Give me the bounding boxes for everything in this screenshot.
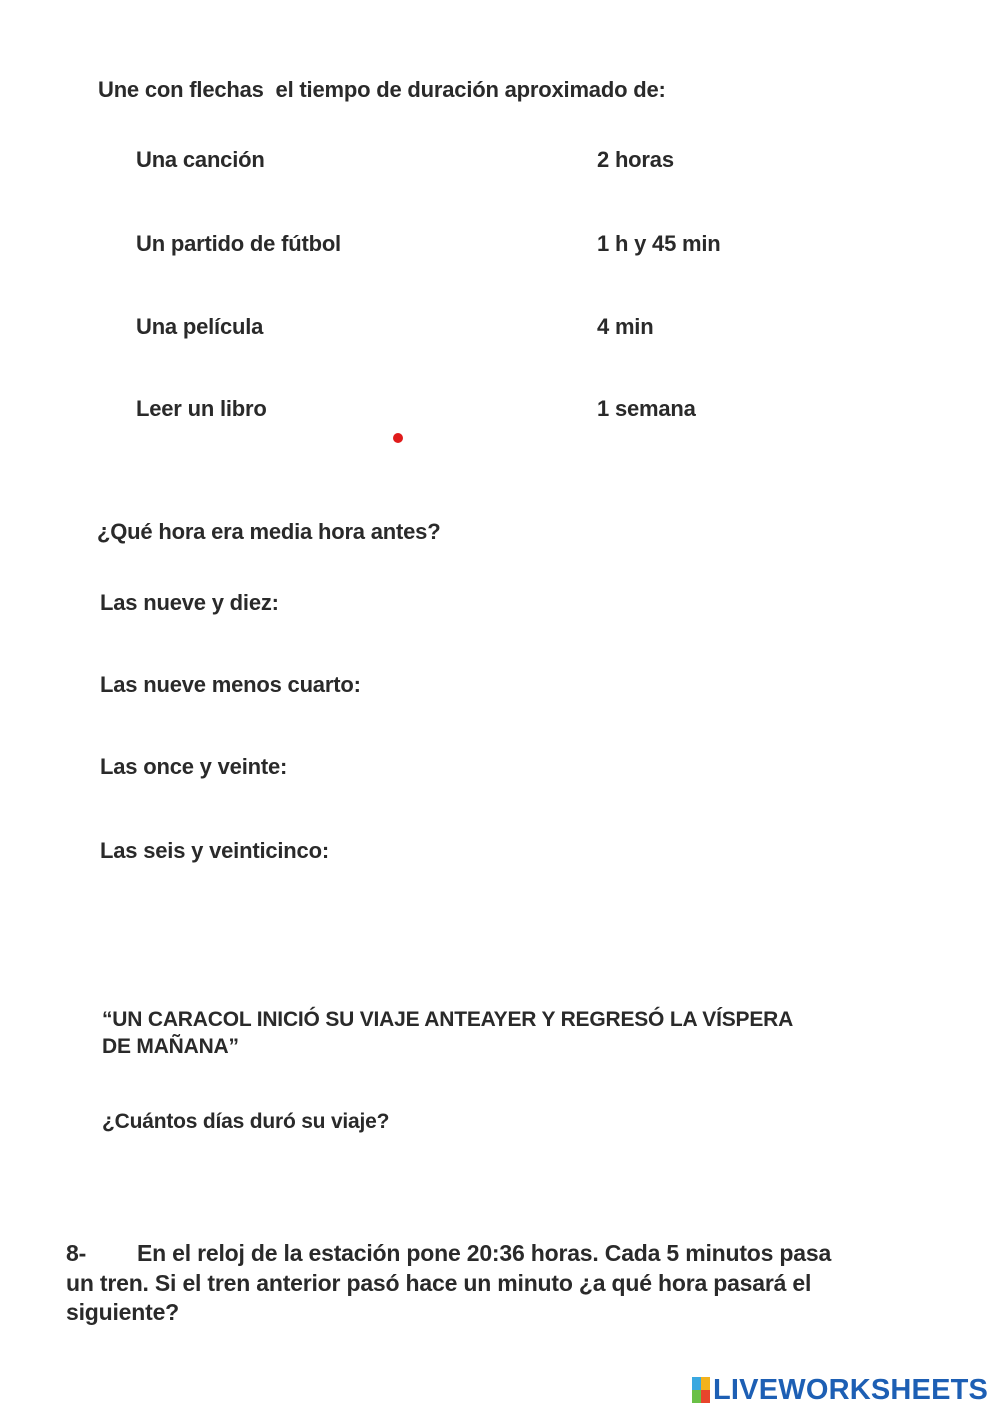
half-hour-item: Las nueve y diez: — [100, 590, 279, 615]
half-hour-item: Las seis y veinticinco: — [100, 838, 329, 863]
match-right-item: 1 semana — [597, 396, 696, 421]
train-problem-number: 8- — [66, 1240, 87, 1266]
match-right-item: 2 horas — [597, 147, 674, 172]
match-left-item: Una película — [136, 314, 264, 339]
snail-quote-line-2: DE MAÑANA” — [102, 1035, 239, 1058]
train-problem-line-1: En el reloj de la estación pone 20:36 horas. Cada 5 minutos pasa — [137, 1240, 832, 1266]
liveworksheets-logo-icon — [692, 1377, 710, 1403]
train-problem-line-3: siguiente? — [66, 1299, 180, 1325]
liveworksheets-logo — [692, 1374, 988, 1406]
logo-text: LIVEWORKSHEETS — [713, 1373, 989, 1406]
match-left-item: Una canción — [136, 147, 265, 172]
match-left-item: Leer un libro — [136, 396, 267, 421]
snail-quote-line-1: “UN CARACOL INICIÓ SU VIAJE ANTEAYER Y REGRESÓ LA VÍSPERA — [102, 1008, 794, 1031]
match-right-item: 4 min — [597, 314, 654, 339]
half-hour-item: Las nueve menos cuarto: — [100, 672, 361, 697]
matching-title: Une con flechas el tiempo de duración aproximado de: — [98, 77, 666, 102]
snail-question: ¿Cuántos días duró su viaje? — [102, 1110, 390, 1133]
match-left-item: Un partido de fútbol — [136, 231, 341, 256]
train-problem-line-2: un tren. Si el tren anterior pasó hace un minuto ¿a qué hora pasará el — [66, 1270, 812, 1296]
connection-dot[interactable] — [393, 433, 403, 443]
half-hour-title: ¿Qué hora era media hora antes? — [97, 519, 441, 544]
half-hour-item: Las once y veinte: — [100, 754, 288, 779]
match-right-item: 1 h y 45 min — [597, 231, 721, 256]
